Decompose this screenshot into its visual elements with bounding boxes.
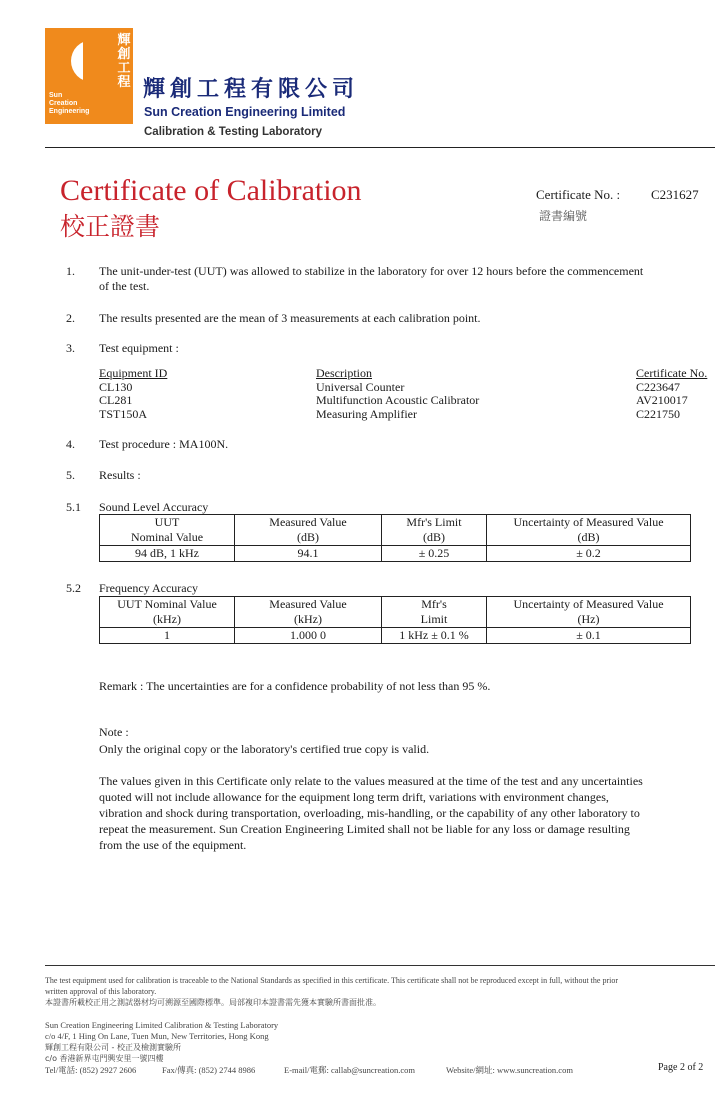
footer-divider [45,965,715,966]
item-4-number: 4. [66,437,75,451]
item-2-number: 2. [66,311,75,325]
item-1-number: 1. [66,264,75,278]
footer-fax: Fax/傳真: (852) 2744 8986 [162,1065,256,1075]
certificate-no-value: C231627 [651,187,699,202]
company-name-en: Sun Creation Engineering Limited [144,105,346,119]
logo-sun-mask [83,40,113,84]
table-cell: ± 0.25 [382,546,487,562]
footer-website: Website/網址: www.suncreation.com [446,1065,573,1075]
table-header-cell: UUT Nominal Value [100,515,235,546]
section-5-1-number: 5.1 [66,500,81,514]
item-5-number: 5. [66,468,75,482]
item-2-text: The results presented are the mean of 3 measurements at each calibration point. [99,311,481,325]
certificate-title-en: Certificate of Calibration [60,174,362,207]
certificate-no-label-zh: 證書編號 [539,209,588,223]
table-header-cell: Uncertainty of Measured Value (Hz) [487,597,691,628]
footer-traceability: The test equipment used for calibration is traceable to the National Standards as specified in this certificate. This certificate shall not be reproduced except in full, without the prior written approval of this laboratory. 本證書所載校正用之測試器材均可溯源至國際標準。局部複印本證書需先獲本實驗所書面批准。 [45,976,618,1007]
table-cell: ± 0.2 [487,546,691,562]
note-paragraph: The values given in this Certificate only relate to the values measured at the time of the test and any uncertainties quoted will not include allowance for the equipment long term drift, variations with environment changes, vibration and shock during transportation, overloading, mis-handling, or the capability of any other laboratory to repeat the measurement. Sun Creation Engineering Limited shall not be liable for any loss or damage resulting from the use of the equipment. [99,774,643,852]
table-header-cell: Measured Value (kHz) [235,597,382,628]
section-5-2-number: 5.2 [66,581,81,595]
remark-text: Remark : The uncertainties are for a confidence probability of not less than 95 %. [99,679,491,693]
note-title: Note : [99,725,129,739]
table-cell: ± 0.1 [487,628,691,644]
certificate-title-zh: 校正證書 [60,212,161,241]
table-header-row [100,597,691,628]
equipment-id-column: Equipment ID CL130 CL281 TST150A [99,366,168,421]
table-header-cell: Uncertainty of Measured Value (dB) [487,515,691,546]
note-line: Only the original copy or the laboratory's certified true copy is valid. [99,742,430,756]
table-cell: 1 kHz ± 0.1 % [382,628,487,644]
equipment-cert-column: Certificate No. C223647 AV210017 C221750 [636,366,708,421]
table-cell: 1 [100,628,235,644]
table-row [100,546,691,562]
item-5-text: Results : [99,468,141,482]
item-3-text: Test equipment : [99,341,179,355]
footer-tel: Tel/電話: (852) 2927 2606 [45,1065,137,1075]
company-name-zh: 輝創工程有限公司 [143,77,360,102]
table-row [100,628,691,644]
table-header-cell: UUT Nominal Value (kHz) [100,597,235,628]
footer-email: E-mail/電郵: callab@suncreation.com [284,1065,416,1075]
certificate-no-label: Certificate No. : [536,187,621,202]
section-5-2-title: Frequency Accuracy [99,581,198,595]
footer-address: Sun Creation Engineering Limited Calibration & Testing Laboratory c/o 4/F, 1 Hing On Lane, Tuen Mun, New Territories, Hong Kong 輝創工程有限公司 - 校正及檢測實驗所 c/o 香港新界屯門興安里一號四樓 [45,1020,279,1063]
table-header-row [100,515,691,546]
table-cell: 1.000 0 [235,628,382,644]
item-1-text: The unit-under-test (UUT) was allowed to stabilize in the laboratory for over 12 hours before the commencement of the test. [99,264,644,293]
logo-sun-circle [71,40,113,82]
table-cell: 94 dB, 1 kHz [100,546,235,562]
lab-name: Calibration & Testing Laboratory [144,126,323,138]
logo-text-en: Sun Creation Engineering [49,92,90,115]
frequency-table [99,596,691,644]
item-4-text: Test procedure : MA100N. [99,437,229,451]
table-header-cell: Measured Value (dB) [235,515,382,546]
section-5-1-title: Sound Level Accuracy [99,500,209,514]
sound-level-table [99,514,691,562]
logo-text-zh: 輝 創 工 程 [117,33,131,90]
table-header-cell: Mfr's Limit [382,597,487,628]
table-header-cell: Mfr's Limit (dB) [382,515,487,546]
table-cell: 94.1 [235,546,382,562]
company-logo [45,28,133,124]
page-number: Page 2 of 2 [658,1062,704,1073]
item-3-number: 3. [66,341,75,355]
equipment-desc-column: Description Universal Counter Multifunction Acoustic Calibrator Measuring Amplifier [316,366,480,421]
header-divider [45,147,715,148]
